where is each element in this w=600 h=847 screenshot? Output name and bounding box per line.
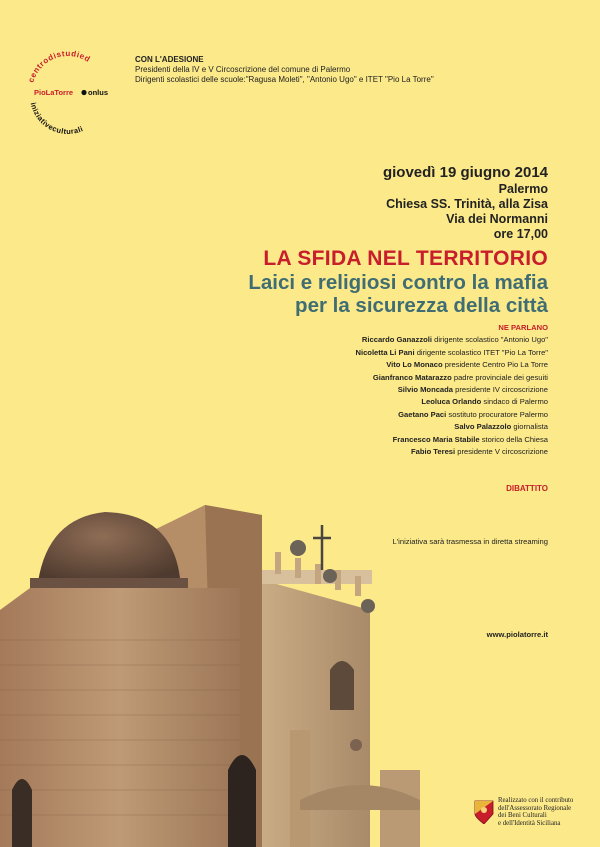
centro-pio-la-torre-logo <box>12 36 124 148</box>
event-date: giovedì 19 giugno 2014 <box>382 164 548 181</box>
sicily-region-emblem-icon <box>474 800 494 824</box>
speaker-row: Salvo Palazzolo giornalista <box>454 422 548 432</box>
logo-arc-top: centrodistudied <box>26 48 93 84</box>
svg-text:centrodistudied <box>26 49 92 84</box>
speaker-row: Silvio Moncada presidente IV circoscrizione <box>397 385 548 395</box>
speaker-row: Gaetano Paci sostituto procuratore Palermo <box>398 409 548 419</box>
adesione-block <box>135 55 434 85</box>
headline-main: LA SFIDA NEL TERRITORIO <box>263 247 548 270</box>
event-street: Via dei Normanni <box>446 212 548 226</box>
streaming-note: L'iniziativa sarà trasmessa in diretta streaming <box>392 537 548 546</box>
logo-arc-bottom: iniziativeculturali <box>28 101 85 137</box>
logo-name: PioLaTorre <box>34 88 74 97</box>
dibattito-label: DIBATTITO <box>506 484 548 493</box>
event-info <box>383 163 548 242</box>
event-venue: Chiesa SS. Trinità, alla Zisa <box>386 197 548 211</box>
speaker-row: Nicoletta Li Pani dirigente scolastico ITET "Pio La Torre" <box>355 347 548 357</box>
cross-icon <box>313 525 331 570</box>
speakers-list <box>355 322 548 458</box>
adesione-heading: CON L'ADESIONE <box>135 55 204 64</box>
speaker-row: Leoluca Orlando sindaco di Palermo <box>421 397 548 407</box>
adesione-line-1: Presidenti della IV e V Circoscrizione del comune di Palermo <box>135 65 351 74</box>
headline <box>248 247 548 317</box>
speaker-row: Riccardo Ganazzoli dirigente scolastico "Antonio Ugo" <box>361 335 548 345</box>
adesione-line-2: Dirigenti scolastici delle scuole:"Ragusa Moleti", "Antonio Ugo" e ITET "Pio La Torre" <box>135 75 434 84</box>
speakers-heading: NE PARLANO <box>498 323 548 332</box>
event-time: ore 17,00 <box>493 227 548 241</box>
event-city: Palermo <box>498 182 548 196</box>
speaker-row: Gianfranco Matarazzo padre provinciale dei gesuiti <box>372 372 548 382</box>
website-link[interactable]: www.piolatorre.it <box>486 630 548 639</box>
headline-sub-1: Laici e religiosi contro la mafia <box>248 271 548 294</box>
logo-dot-icon <box>81 90 86 95</box>
church-photo <box>0 470 440 847</box>
speaker-row: Vito Lo Monaco presidente Centro Pio La Torre <box>386 360 548 370</box>
speaker-row: Francesco Maria Stabile storico della Chiesa <box>392 434 548 444</box>
svg-text:iniziativeculturali <box>29 102 85 136</box>
speaker-row: Fabio Teresi presidente V circoscrizione <box>410 447 548 457</box>
headline-sub-2: per la sicurezza della città <box>295 294 548 317</box>
credits-text: Realizzato con il contributo dell'Assessorato Regionale dei Beni Culturali e dell'Identità Siciliana <box>498 797 574 827</box>
logo-onlus: onlus <box>88 88 108 97</box>
